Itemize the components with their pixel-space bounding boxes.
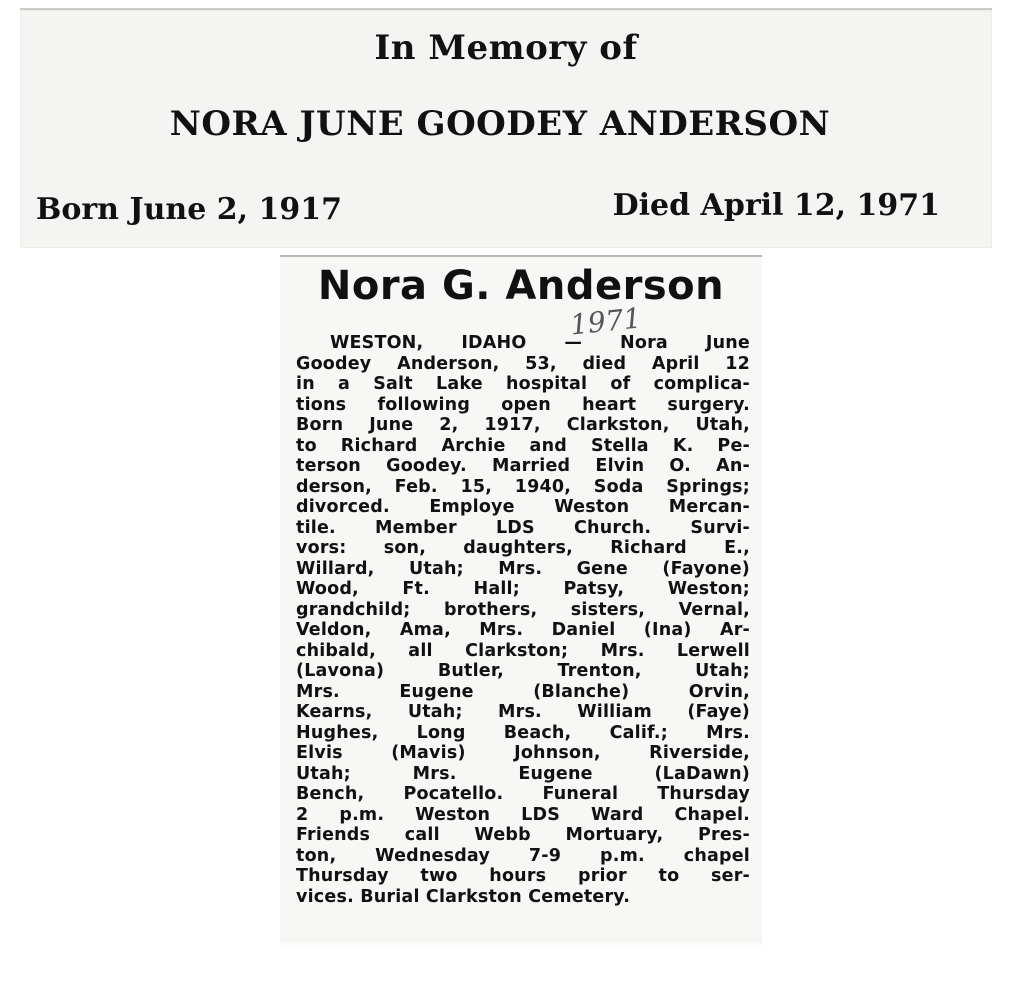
memorial-card-clipping xyxy=(20,8,992,248)
handwritten-year-note: 1971 xyxy=(568,301,643,342)
memorial-title: In Memory of xyxy=(374,28,638,68)
death-date: Died April 12, 1971 xyxy=(612,188,940,223)
obituary-line: ton, Wednesday 7-9 p.m. chapel xyxy=(296,845,750,866)
obituary-line: divorced. Employe Weston Mercan- xyxy=(296,497,750,517)
obituary-line: vors: son, daughters, Richard E., xyxy=(296,538,750,558)
birth-date: Born June 2, 1917 xyxy=(36,192,343,227)
obituary-line: tile. Member LDS Church. Survi- xyxy=(296,517,750,538)
obituary-line: Mrs. Eugene (Blanche) Orvin, xyxy=(296,681,750,702)
obituary-line: Hughes, Long Beach, Calif.; Mrs. xyxy=(296,722,750,743)
obituary-line: Goodey Anderson, 53, died April 12 xyxy=(296,353,750,374)
obituary-line: chibald, all Clarkston; Mrs. Lerwell xyxy=(296,640,750,661)
obituary-clipping xyxy=(280,255,762,937)
obituary-line: (Lavona) Butler, Trenton, Utah; xyxy=(296,661,750,681)
obituary-line: Thursday two hours prior to ser- xyxy=(296,866,750,886)
obituary-line: tions following open heart surgery. xyxy=(296,394,750,415)
obituary-line: Wood, Ft. Hall; Patsy, Weston; xyxy=(296,579,750,599)
obituary-line: Kearns, Utah; Mrs. William (Faye) xyxy=(296,702,750,722)
obituary-line: Elvis (Mavis) Johnson, Riverside, xyxy=(296,743,750,763)
obituary-line: Born June 2, 1917, Clarkston, Utah, xyxy=(296,415,750,435)
obituary-line: Friends call Webb Mortuary, Pres- xyxy=(296,825,750,845)
obituary-headline: Nora G. Anderson xyxy=(317,263,725,309)
obituary-body xyxy=(296,333,750,907)
obituary-line: terson Goodey. Married Elvin O. An- xyxy=(296,456,750,476)
obituary-line: Utah; Mrs. Eugene (LaDawn) xyxy=(296,763,750,784)
deceased-full-name: NORA JUNE GOODEY ANDERSON xyxy=(169,104,831,144)
obituary-line: Bench, Pocatello. Funeral Thursday xyxy=(296,784,750,804)
obituary-line: 2 p.m. Weston LDS Ward Chapel. xyxy=(296,804,750,825)
obituary-line: derson, Feb. 15, 1940, Soda Springs; xyxy=(296,476,750,497)
obituary-line: Veldon, Ama, Mrs. Daniel (Ina) Ar- xyxy=(296,620,750,640)
obituary-line: Willard, Utah; Mrs. Gene (Fayone) xyxy=(296,558,750,579)
obituary-line: vices. Burial Clarkston Cemetery. xyxy=(296,886,631,907)
obituary-line: grandchild; brothers, sisters, Vernal, xyxy=(296,599,750,620)
obituary-line: to Richard Archie and Stella K. Pe- xyxy=(296,435,750,456)
obituary-line: in a Salt Lake hospital of complica- xyxy=(296,374,750,394)
obituary-line: WESTON, IDAHO — Nora June xyxy=(330,333,750,353)
